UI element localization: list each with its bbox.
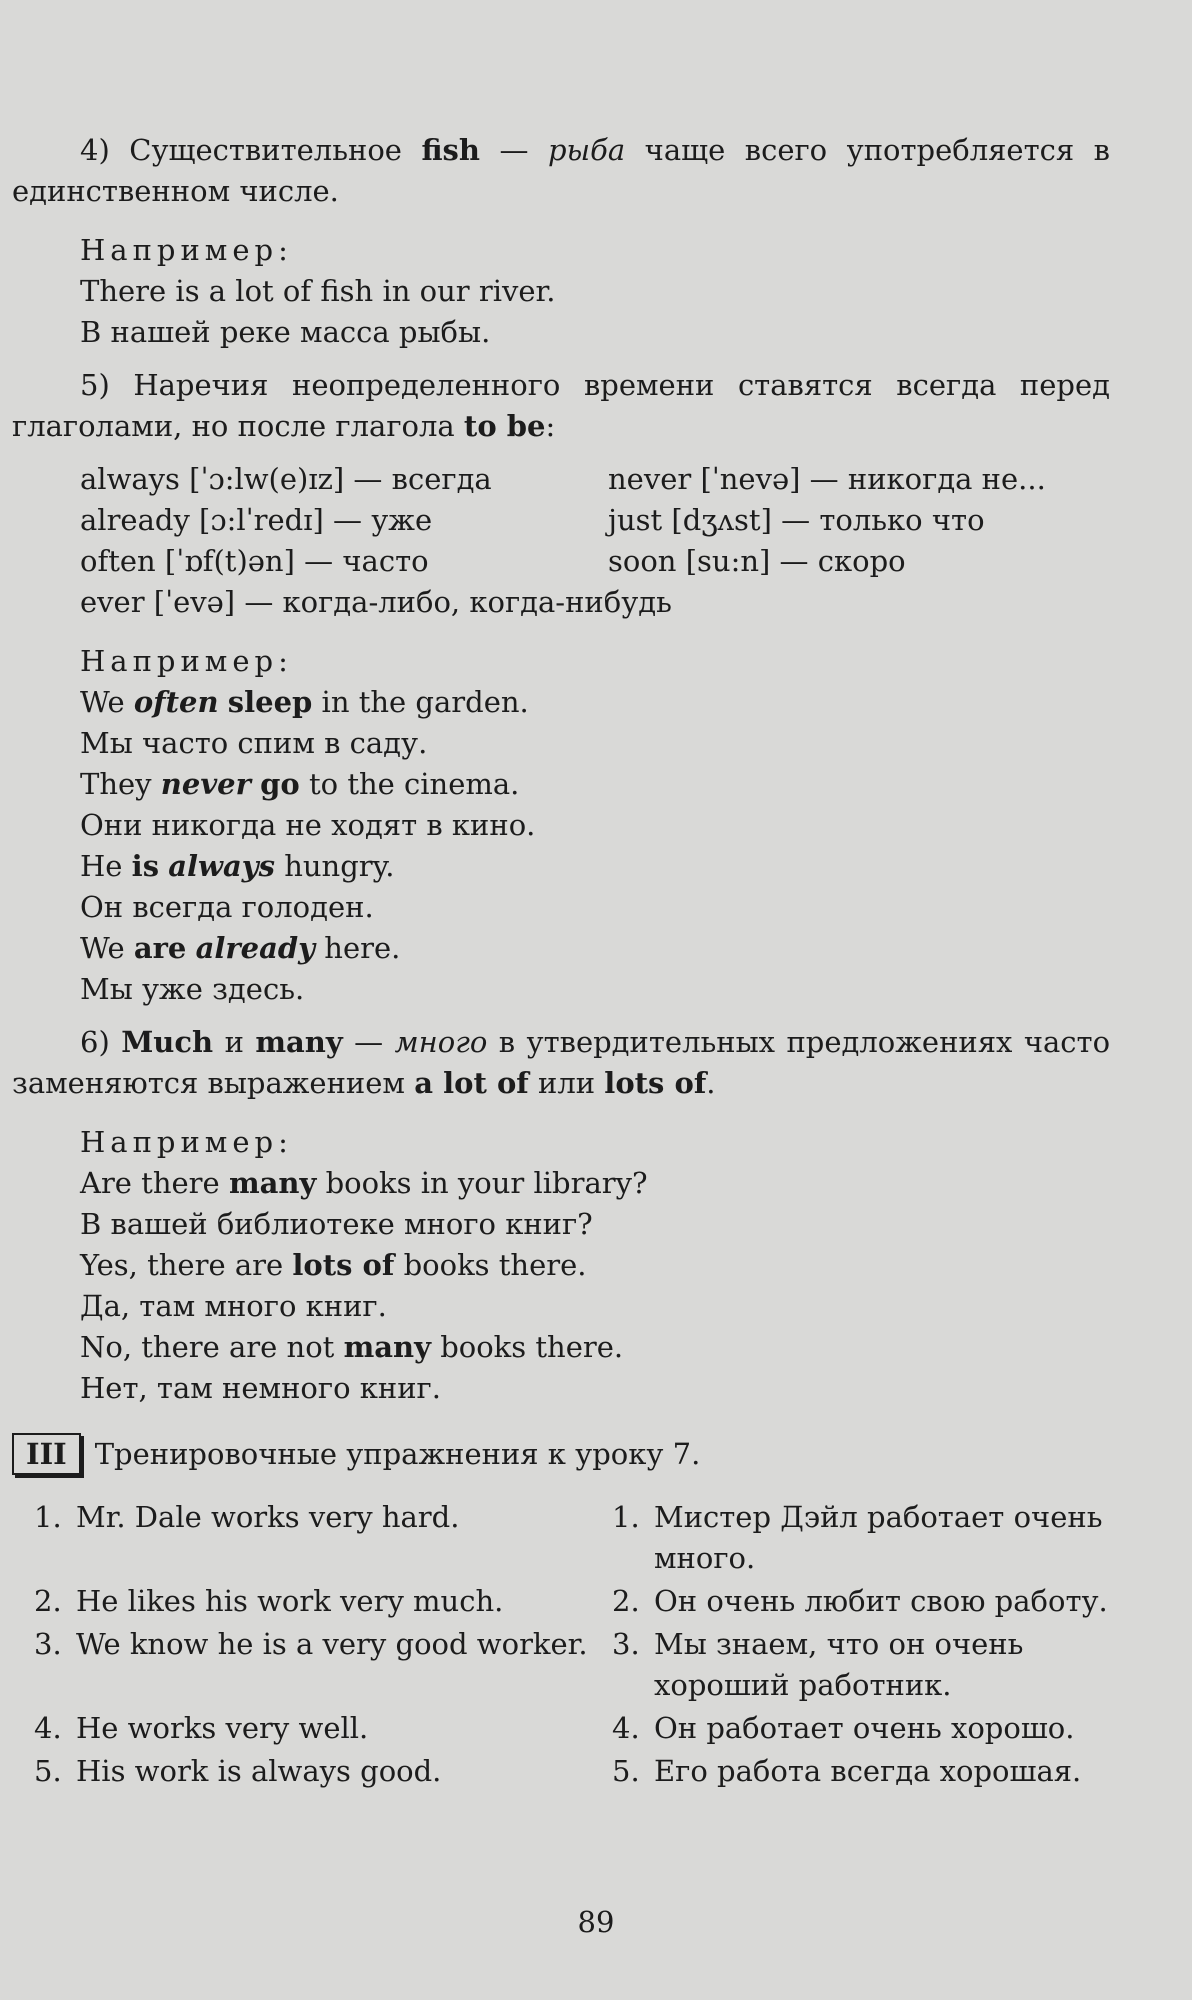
exercise-en: 4. He works very well. — [34, 1711, 369, 1745]
exercise-en: 5. His work is always good. — [34, 1754, 442, 1788]
example-label: Например: — [80, 233, 293, 267]
adverb-entry: ever [ˈevə] — когда-либо, когда-нибудь — [80, 585, 672, 619]
example-line: We often sleep in the garden. — [80, 685, 529, 719]
example-line: В вашей библиотеке много книг? — [80, 1207, 593, 1241]
rule-5 — [12, 365, 1110, 447]
example-line: Да, там много книг. — [80, 1289, 387, 1323]
exercise-title: Тренировочные упражнения к уроку 7. — [94, 1436, 701, 1471]
rule-6: 6) Much и many — много в утвердительных предложениях часто заменяются выражением a lot of или lots of. — [12, 1025, 1111, 1100]
example-line: Они никогда не ходят в кино. — [80, 808, 536, 842]
example-line: We are already here. — [80, 931, 401, 965]
page-number: 89 — [577, 1905, 615, 1939]
example-line: В нашей реке масса рыбы. — [80, 315, 491, 349]
example-line: They never go to the cinema. — [80, 767, 520, 801]
example-line: There is a lot of fish in our river. — [80, 274, 556, 308]
example-line: He is always hungry. — [80, 849, 395, 883]
exercise-ru: 3. Мы знаем, что он очень хороший работник. — [612, 1627, 1024, 1702]
rule-text: 5) Наречия неопределенного времени ставятся всегда перед глаголами, но после глагола — [12, 368, 1110, 443]
example-line: Yes, there are lots of books there. — [80, 1248, 587, 1282]
adverb-entry: never [ˈnevə] — никогда не... — [608, 462, 1046, 496]
section-number-badge: III — [12, 1433, 81, 1475]
adverb-entry: often [ˈɒf(t)ən] — часто — [80, 544, 429, 578]
adverb-entry: always [ˈɔ:lw(e)ɪz] — всегда — [80, 462, 492, 496]
rule-text: — — [479, 133, 548, 167]
rule-4 — [12, 130, 1110, 212]
exercise-heading — [12, 1433, 1110, 1475]
exercise-ru: 1. Мистер Дэйл работает очень много. — [612, 1500, 1103, 1575]
adverb-entry: just [dʒʌst] — только что — [608, 503, 985, 537]
rule-text: чаще всего употребляется в единственном числе. — [12, 133, 1110, 208]
adverb-list — [80, 459, 1110, 623]
example-line: Мы уже здесь. — [80, 972, 305, 1006]
example-line: Are there many books in your library? — [80, 1166, 648, 1200]
adverb-entry: already [ɔ:lˈredɪ] — уже — [80, 503, 433, 537]
exercise-en: 2. He likes his work very much. — [34, 1584, 504, 1618]
exercise-ru: 2. Он очень любит свою работу. — [612, 1584, 1108, 1618]
exercise-en: 1. Mr. Dale works very hard. — [34, 1500, 460, 1534]
rule-text: 4) Существительное — [80, 133, 422, 167]
exercise-ru: 5. Его работа всегда хорошая. — [612, 1754, 1082, 1788]
example-line: No, there are not many books there. — [80, 1330, 624, 1364]
example-line: Нет, там немного книг. — [80, 1371, 441, 1405]
adverb-entry: soon [su:n] — скоро — [608, 544, 906, 578]
rule-keyword: to be — [463, 409, 546, 443]
rule-text: : — [545, 409, 556, 443]
example-line: Он всегда голоден. — [80, 890, 374, 924]
rule-translation: рыба — [547, 133, 626, 167]
exercise-ru: 4. Он работает очень хорошо. — [612, 1711, 1075, 1745]
example-label: Например: — [80, 644, 293, 678]
example-label: Например: — [80, 1125, 293, 1159]
exercise-en: 3. We know he is a very good worker. — [34, 1627, 588, 1661]
exercise-list — [34, 1497, 1110, 1792]
rule-keyword: fish — [421, 133, 480, 167]
example-line: Мы часто спим в саду. — [80, 726, 428, 760]
